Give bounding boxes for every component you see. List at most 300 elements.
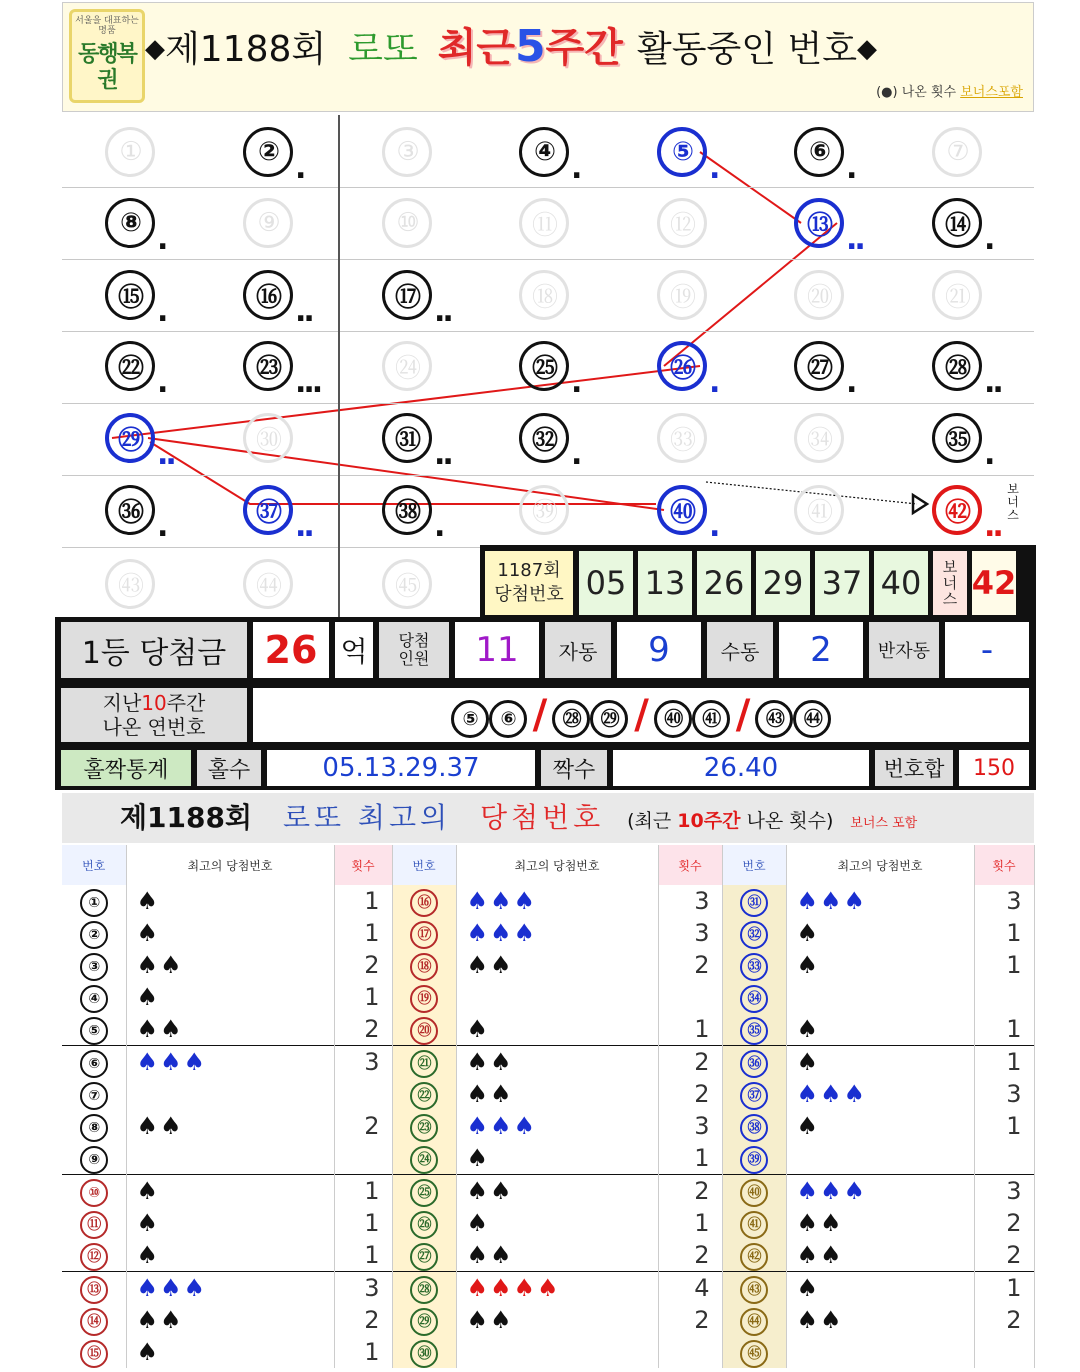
grid-number-marker: . xyxy=(157,222,166,257)
stats-count-cell: 3 xyxy=(974,1078,1034,1110)
table-row xyxy=(62,917,1034,949)
subnote-bonus: 보너스포함 xyxy=(960,85,1023,100)
stats-number-cell xyxy=(392,1046,456,1079)
prev-draw-number: 40 xyxy=(874,551,928,615)
winners-count-value: 11 xyxy=(475,630,519,670)
diamond-icon: ◆ xyxy=(145,34,165,64)
stats-number-cell xyxy=(392,1110,456,1142)
grid-column-divider xyxy=(338,115,340,620)
stats-count-cell: 2 xyxy=(658,1046,722,1079)
stats-dots-cell: ♠♠ xyxy=(456,949,658,981)
stats-number: ④ xyxy=(80,985,108,1013)
stats-number: ㊳ xyxy=(740,1114,768,1142)
semi-auto-count xyxy=(945,622,1029,678)
stats-count-cell xyxy=(974,981,1034,1013)
grid-number-marker: .. xyxy=(984,509,1001,544)
stats-dots-cell: ♠ xyxy=(786,1046,974,1079)
stats-count-cell: 2 xyxy=(974,1207,1034,1239)
grid-number-14: ⑭ xyxy=(932,198,982,248)
stats-number-cell xyxy=(62,949,126,981)
stats-dots-cell: ♠♠♠ xyxy=(456,885,658,917)
stats-dots-cell: ♠♠ xyxy=(126,949,334,981)
stats-number: ㊴ xyxy=(740,1146,768,1174)
grid-number-23: ㉓ xyxy=(243,341,293,391)
grid-number-3: ③ xyxy=(382,127,432,177)
table-row xyxy=(62,1304,1034,1336)
group-separator: / xyxy=(735,692,750,738)
grid-number-15: ⑮ xyxy=(105,270,155,320)
stats-number: ㊷ xyxy=(740,1243,768,1271)
stats-number: ㉘ xyxy=(410,1276,438,1304)
prev-draw-number: 26 xyxy=(697,551,751,615)
stats-number: ㉝ xyxy=(740,953,768,981)
stats-count-cell: 1 xyxy=(658,1142,722,1175)
prev-draw-number: 13 xyxy=(638,551,692,615)
grid-number-40: ㊵ xyxy=(657,485,707,535)
grid-number-7: ⑦ xyxy=(932,127,982,177)
stats-table xyxy=(62,845,1035,1368)
col-header-dots: 최고의 당첨번호 xyxy=(456,845,658,885)
stats-dots-cell: ♠ xyxy=(456,1142,658,1175)
stats-number: ㉟ xyxy=(740,1017,768,1045)
stats-number: ㉞ xyxy=(740,985,768,1013)
stats-number: ⑲ xyxy=(410,985,438,1013)
winners-label-a: 당첨 xyxy=(398,631,430,650)
stats-number: ㉜ xyxy=(740,921,768,949)
stats-dots-cell: ♠♠♠ xyxy=(126,1046,334,1079)
stats-count-cell: 1 xyxy=(334,1175,392,1208)
consecutive-number: ㊹ xyxy=(793,700,831,738)
stats-number: ⑯ xyxy=(410,889,438,917)
stats-count-cell: 1 xyxy=(974,1110,1034,1142)
odd-even-label: 홀짝통계 xyxy=(61,750,191,786)
auto-label: 자동 xyxy=(545,622,611,678)
grid-number-marker: . xyxy=(984,437,993,472)
prev-draw-label xyxy=(485,551,573,615)
stats-title-c-pre: (최근 xyxy=(627,810,672,832)
stats-dots-cell: ♠ xyxy=(126,1239,334,1272)
stats-dots-cell: ♠ xyxy=(126,981,334,1013)
stats-count-cell: 2 xyxy=(658,1175,722,1208)
grid-number-27: ㉗ xyxy=(794,341,844,391)
grid-number-22: ㉒ xyxy=(105,341,155,391)
col-header-dots: 최고의 당첨번호 xyxy=(126,845,334,885)
stats-number-cell xyxy=(722,1078,786,1110)
manual-count xyxy=(779,622,863,678)
winners-label xyxy=(379,622,449,678)
stats-dots-cell: ♠♠ xyxy=(126,1013,334,1046)
grid-number-30: ㉚ xyxy=(243,413,293,463)
stats-number-cell xyxy=(722,1207,786,1239)
stats-count-cell: 1 xyxy=(658,1207,722,1239)
table-row xyxy=(62,1142,1034,1175)
stats-count-cell: 2 xyxy=(658,1304,722,1336)
grid-number-marker: .. xyxy=(157,437,174,472)
col-header-count: 횟수 xyxy=(334,845,392,885)
grid-number-marker: ... xyxy=(295,365,321,400)
stats-count-cell xyxy=(658,1336,722,1368)
grid-number-1: ① xyxy=(105,127,155,177)
grid-number-marker: . xyxy=(157,294,166,329)
stats-number: ㉗ xyxy=(410,1243,438,1271)
sum-label: 번호합 xyxy=(875,750,953,786)
prev-draw-caption: 당첨번호 xyxy=(494,584,564,605)
stats-number: ㉑ xyxy=(410,1050,438,1078)
consecutive-label-c: 나온 연번호 xyxy=(102,715,206,739)
stats-count-cell: 2 xyxy=(658,949,722,981)
grid-number-marker: . xyxy=(984,222,993,257)
stats-number: ⑱ xyxy=(410,953,438,981)
stats-title-a: 로또 최고의 xyxy=(282,801,452,834)
stats-number: ⑫ xyxy=(80,1243,108,1271)
winners-count xyxy=(455,622,539,678)
consecutive-label xyxy=(61,688,247,742)
grid-number-6: ⑥ xyxy=(794,127,844,177)
grid-number-marker: .. xyxy=(984,365,1001,400)
stats-number-cell xyxy=(62,1078,126,1110)
stats-number-cell xyxy=(722,981,786,1013)
grid-number-marker: . xyxy=(571,365,580,400)
stats-number: ⑤ xyxy=(80,1017,108,1045)
col-header-number: 번호 xyxy=(62,845,126,885)
manual-label: 수동 xyxy=(707,622,773,678)
col-header-count: 횟수 xyxy=(974,845,1034,885)
grid-number-9: ⑨ xyxy=(243,198,293,248)
stats-dots-cell: ♠♠♠ xyxy=(126,1272,334,1305)
stats-count-cell: 1 xyxy=(334,981,392,1013)
title-lotto: 로또 xyxy=(348,29,418,70)
odd-numbers: 05.13.29.37 xyxy=(267,750,535,786)
grid-number-32: ㉜ xyxy=(519,413,569,463)
stats-count-cell: 1 xyxy=(974,1013,1034,1046)
stats-count-cell: 3 xyxy=(658,885,722,917)
stats-number: ⑳ xyxy=(410,1017,438,1045)
stats-dots-cell: ♠♠♠ xyxy=(456,1110,658,1142)
stats-dots-cell: ♠♠ xyxy=(786,1207,974,1239)
stats-number: ② xyxy=(80,921,108,949)
stats-number-cell xyxy=(62,1272,126,1305)
stats-number: ㉚ xyxy=(410,1340,438,1368)
prize-label: 1등 당첨금 xyxy=(61,622,247,678)
stats-number-cell xyxy=(722,1013,786,1046)
stats-dots-cell: ♠ xyxy=(786,1110,974,1142)
manual-count-value: 2 xyxy=(810,630,832,670)
grid-number-marker: . xyxy=(295,151,304,186)
stats-dots-cell: ♠ xyxy=(456,1013,658,1046)
prev-draw-number: 29 xyxy=(756,551,810,615)
auto-count-value: 9 xyxy=(648,630,670,670)
stats-number: ⑦ xyxy=(80,1082,108,1110)
consecutive-row xyxy=(55,683,1036,745)
grid-number-marker: .. xyxy=(295,294,312,329)
stats-dots-cell: ♠♠ xyxy=(126,1304,334,1336)
grid-number-34: ㉞ xyxy=(794,413,844,463)
grid-number-marker: .. xyxy=(846,222,863,257)
logo-tagline: 서울을 대표하는 명품 xyxy=(75,16,139,36)
grid-number-38: ㊳ xyxy=(382,485,432,535)
title-recent-five: 5 xyxy=(515,21,546,72)
grid-number-12: ⑫ xyxy=(657,198,707,248)
prev-draw-number: 37 xyxy=(815,551,869,615)
grid-number-20: ⑳ xyxy=(794,270,844,320)
prev-draw-number: 05 xyxy=(579,551,633,615)
stats-count-cell xyxy=(334,1142,392,1175)
dhlottery-logo xyxy=(69,9,145,103)
semi-auto-label: 반자동 xyxy=(869,622,939,678)
stats-dots-cell: ♠♠♠ xyxy=(786,885,974,917)
stats-number: ㊵ xyxy=(740,1179,768,1207)
stats-dots-cell: ♠ xyxy=(456,1207,658,1239)
stats-dots-cell: ♠ xyxy=(126,1175,334,1208)
consecutive-label-b: 주간 xyxy=(166,691,206,715)
stats-count-cell: 2 xyxy=(334,1304,392,1336)
grid-number-36: ㊱ xyxy=(105,485,155,535)
stats-number: ㉒ xyxy=(410,1082,438,1110)
stats-count-cell: 2 xyxy=(334,1013,392,1046)
grid-number-31: ㉛ xyxy=(382,413,432,463)
table-row xyxy=(62,1046,1034,1079)
odd-label: 홀수 xyxy=(197,750,261,786)
stats-number-cell xyxy=(392,1239,456,1272)
group-separator: / xyxy=(532,692,547,738)
consecutive-label-a: 지난 xyxy=(102,691,142,715)
grid-number-24: ㉔ xyxy=(382,341,432,391)
stats-number: ㉕ xyxy=(410,1179,438,1207)
stats-count-cell: 1 xyxy=(334,1336,392,1368)
stats-count-cell xyxy=(974,1142,1034,1175)
table-row xyxy=(62,1078,1034,1110)
stats-dots-cell: ♠ xyxy=(786,1272,974,1305)
page-title xyxy=(145,21,877,73)
stats-title-c-ten: 10주간 xyxy=(677,810,741,832)
stats-dots-cell: ♠♠ xyxy=(786,1304,974,1336)
grid-number-8: ⑧ xyxy=(105,198,155,248)
grid-number-marker: . xyxy=(846,365,855,400)
title-recent-a: 최근 xyxy=(437,25,516,71)
title-subnote xyxy=(876,81,1023,100)
stats-number: ⑨ xyxy=(80,1146,108,1174)
stats-number-cell xyxy=(62,1110,126,1142)
winners-label-b: 인원 xyxy=(398,649,430,668)
stats-dots-cell xyxy=(786,1336,974,1368)
stats-count-cell: 3 xyxy=(334,1272,392,1305)
stats-number: ㊲ xyxy=(740,1082,768,1110)
arrow-head-icon xyxy=(913,495,927,513)
stats-number: ㉔ xyxy=(410,1146,438,1174)
grid-number-35: ㉟ xyxy=(932,413,982,463)
stats-dots-cell: ♠♠♠ xyxy=(456,917,658,949)
consecutive-number: ⑥ xyxy=(489,700,527,738)
stats-count-cell: 1 xyxy=(974,1272,1034,1305)
stats-number-cell xyxy=(392,885,456,917)
grid-number-19: ⑲ xyxy=(657,270,707,320)
stats-number-cell xyxy=(62,1207,126,1239)
stats-count-cell: 1 xyxy=(334,1207,392,1239)
stats-count-cell: 2 xyxy=(658,1239,722,1272)
table-row xyxy=(62,885,1034,917)
stats-dots-cell: ♠ xyxy=(126,917,334,949)
consecutive-number: ㊶ xyxy=(692,700,730,738)
stats-number: ㊱ xyxy=(740,1050,768,1078)
col-header-count: 횟수 xyxy=(658,845,722,885)
stats-dots-cell: ♠♠ xyxy=(456,1046,658,1079)
grid-number-21: ㉑ xyxy=(932,270,982,320)
stats-body xyxy=(62,885,1034,1368)
stats-count-cell: 1 xyxy=(334,885,392,917)
stats-dots-cell: ♠♠♠ xyxy=(786,1175,974,1208)
stats-dots-cell: ♠ xyxy=(126,885,334,917)
stats-number-cell xyxy=(62,981,126,1013)
stats-dots-cell: ♠♠ xyxy=(456,1239,658,1272)
bonus-tag: 보너스 xyxy=(1007,482,1019,522)
grid-number-25: ㉕ xyxy=(519,341,569,391)
grid-number-45: ㊺ xyxy=(382,559,432,609)
table-row xyxy=(62,1336,1034,1368)
grid-row-divider xyxy=(62,331,1034,332)
grid-number-33: ㉝ xyxy=(657,413,707,463)
grid-number-18: ⑱ xyxy=(519,270,569,320)
stats-number-cell xyxy=(62,1142,126,1175)
stats-dots-cell: ♠♠♠ xyxy=(786,1078,974,1110)
stats-number: ⑰ xyxy=(410,921,438,949)
stats-number: ㊹ xyxy=(740,1308,768,1336)
grid-number-10: ⑩ xyxy=(382,198,432,248)
stats-number: ㉙ xyxy=(410,1308,438,1336)
prev-draw-round: 1187회 xyxy=(497,560,561,581)
stats-count-cell: 2 xyxy=(974,1304,1034,1336)
prize-amount-value: 26 xyxy=(264,628,318,672)
stats-number-cell xyxy=(62,1304,126,1336)
stats-count-cell: 3 xyxy=(974,1175,1034,1208)
stats-number-cell xyxy=(392,1078,456,1110)
grid-number-marker: . xyxy=(709,509,718,544)
table-row xyxy=(62,1110,1034,1142)
semi-auto-count-value: - xyxy=(980,630,994,670)
stats-count-cell: 1 xyxy=(974,1046,1034,1079)
title-recent xyxy=(437,21,623,72)
stats-number-cell xyxy=(392,1013,456,1046)
group-separator: / xyxy=(634,692,648,738)
stats-number-cell xyxy=(392,1304,456,1336)
grid-number-4: ④ xyxy=(519,127,569,177)
stats-number-cell xyxy=(722,1336,786,1368)
stats-dots-cell xyxy=(456,981,658,1013)
col-header-dots: 최고의 당첨번호 xyxy=(786,845,974,885)
bonus-label-char: 보 xyxy=(942,558,958,576)
stats-count-cell: 3 xyxy=(974,885,1034,917)
grid-number-marker: . xyxy=(434,509,443,544)
stats-number: ㉓ xyxy=(410,1114,438,1142)
grid-row-divider xyxy=(62,187,1034,188)
stats-number-cell xyxy=(722,1304,786,1336)
grid-number-13: ⑬ xyxy=(794,198,844,248)
stats-dots-cell: ♠♠ xyxy=(126,1110,334,1142)
title-active: 활동중인 번호 xyxy=(636,29,858,70)
stats-title-round: 제1188회 xyxy=(120,801,253,834)
stats-title-c xyxy=(627,810,833,832)
stats-count-cell: 1 xyxy=(658,1013,722,1046)
grid-number-marker: . xyxy=(571,151,580,186)
stats-number-cell xyxy=(722,1175,786,1208)
grid-number-marker: . xyxy=(846,151,855,186)
logo-name: 동행복권 xyxy=(78,42,136,93)
stats-dots-cell: ♠♠ xyxy=(456,1304,658,1336)
grid-number-43: ㊸ xyxy=(105,559,155,609)
prize-amount xyxy=(253,622,329,678)
auto-count xyxy=(617,622,701,678)
stats-count-cell: 3 xyxy=(658,1110,722,1142)
stats-count-cell xyxy=(974,1336,1034,1368)
stats-number: ⑥ xyxy=(80,1050,108,1078)
grid-number-marker: . xyxy=(709,151,718,186)
prev-bonus-label xyxy=(933,551,967,615)
stats-count-cell: 1 xyxy=(334,917,392,949)
stats-title-bonus: 보너스 포함 xyxy=(850,816,918,831)
grid-row-divider xyxy=(62,475,1034,476)
stats-dots-cell: ♠ xyxy=(786,1013,974,1046)
stats-number: ③ xyxy=(80,953,108,981)
stats-dots-cell xyxy=(456,1336,658,1368)
stats-count-cell: 1 xyxy=(974,917,1034,949)
stats-dots-cell: ♠♠ xyxy=(456,1175,658,1208)
prize-unit: 억 xyxy=(335,622,373,678)
stats-count-cell: 1 xyxy=(334,1239,392,1272)
stats-number-cell xyxy=(392,917,456,949)
previous-draw-strip xyxy=(480,545,1036,621)
stats-number-cell xyxy=(392,1175,456,1208)
stats-number: ⑭ xyxy=(80,1308,108,1336)
stats-title xyxy=(62,793,1034,843)
grid-number-marker: .. xyxy=(434,294,451,329)
grid-number-marker: .. xyxy=(295,509,312,544)
stats-number-cell xyxy=(62,1046,126,1079)
stats-number-cell xyxy=(722,1142,786,1175)
stats-number-cell xyxy=(392,1207,456,1239)
stats-number-cell xyxy=(722,949,786,981)
stats-number: ㊺ xyxy=(740,1340,768,1368)
grid-number-marker: . xyxy=(709,365,718,400)
table-row xyxy=(62,1013,1034,1046)
header xyxy=(62,2,1034,112)
odd-even-row xyxy=(55,745,1036,790)
grid-number-16: ⑯ xyxy=(243,270,293,320)
stats-number-cell xyxy=(722,1110,786,1142)
subnote-prefix: (●) 나온 횟수 xyxy=(876,85,957,100)
stats-count-cell xyxy=(334,1078,392,1110)
stats-number-cell xyxy=(392,1272,456,1305)
stats-number-cell xyxy=(62,1013,126,1046)
grid-number-2: ② xyxy=(243,127,293,177)
stats-count-cell: 2 xyxy=(334,1110,392,1142)
table-row xyxy=(62,949,1034,981)
stats-number: ㉛ xyxy=(740,889,768,917)
stats-number-cell xyxy=(722,917,786,949)
stats-dots-cell xyxy=(786,1142,974,1175)
diamond-icon: ◆ xyxy=(857,34,878,64)
grid-number-44: ㊹ xyxy=(243,559,293,609)
consecutive-number: ⑤ xyxy=(451,700,489,738)
grid-row-divider xyxy=(62,259,1034,260)
stats-number-cell xyxy=(62,885,126,917)
bonus-label-char: 스 xyxy=(942,590,958,608)
prev-bonus-number: 42 xyxy=(972,551,1016,615)
sum-value: 150 xyxy=(959,750,1029,786)
stats-count-cell: 4 xyxy=(658,1272,722,1305)
even-numbers: 26.40 xyxy=(613,750,869,786)
grid-number-marker: . xyxy=(571,437,580,472)
stats-number-cell xyxy=(722,1046,786,1079)
stats-count-cell: 2 xyxy=(658,1078,722,1110)
